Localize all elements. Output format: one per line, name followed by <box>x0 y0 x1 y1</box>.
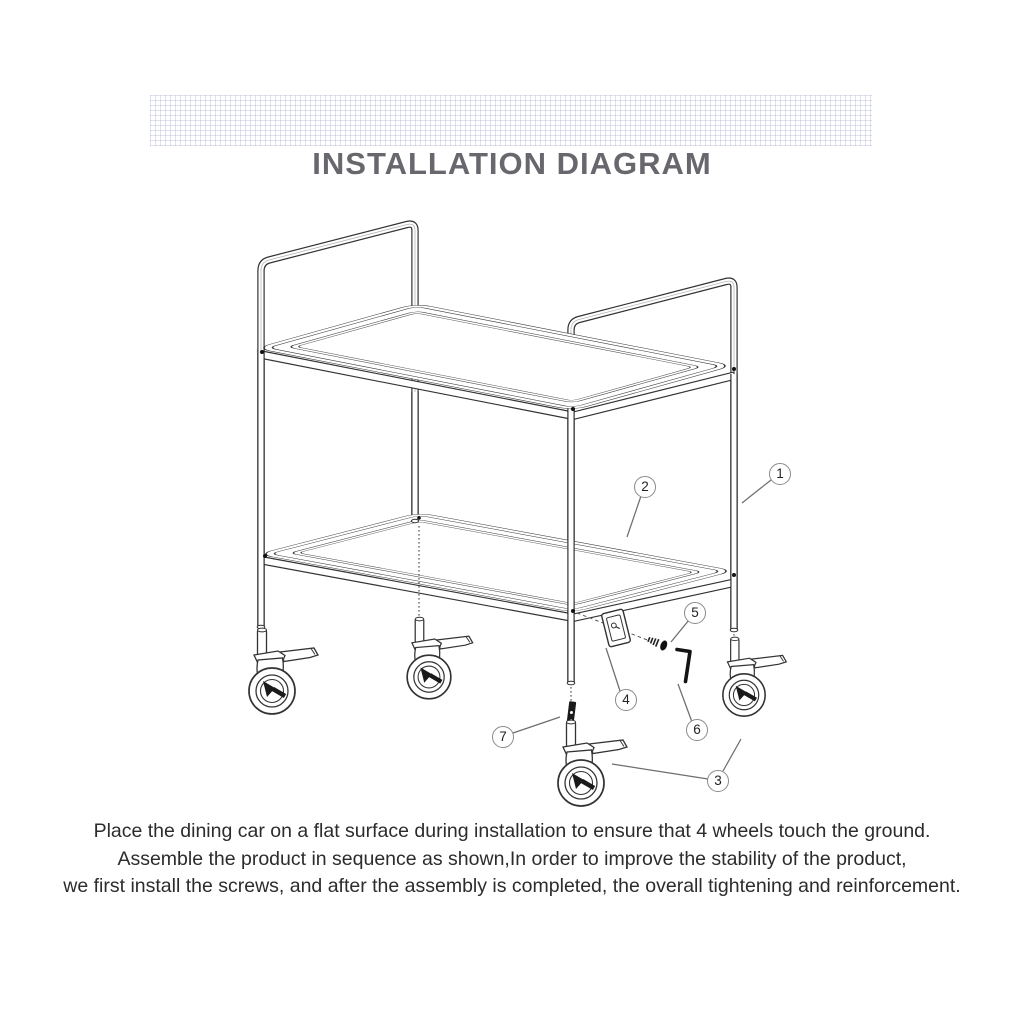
leader-2 <box>627 496 641 537</box>
mounting-plate-part <box>601 609 631 647</box>
callout-2: 2 <box>634 476 656 498</box>
screw-part <box>647 635 669 652</box>
callout-5: 5 <box>684 602 706 624</box>
leader-3b <box>723 739 741 771</box>
callout-4: 4 <box>615 689 637 711</box>
instruction-line-1: Place the dining car on a flat surface during installation to ensure that 4 wheels touch the ground. <box>93 820 931 842</box>
callout-3: 3 <box>707 770 729 792</box>
callout-1: 1 <box>769 463 791 485</box>
leader-6 <box>678 684 692 722</box>
caster-back-right <box>723 637 786 716</box>
leader-1 <box>742 480 771 503</box>
callout-6: 6 <box>686 719 708 741</box>
leader-7 <box>513 717 560 733</box>
caster-front-left <box>249 628 318 714</box>
leader-5 <box>671 620 689 642</box>
lower-shelf <box>264 514 734 622</box>
instruction-line-2: Assemble the product in sequence as shown,In order to improve the stability of the product, <box>117 847 907 870</box>
leader-3a <box>612 764 708 779</box>
callout-7: 7 <box>492 726 514 748</box>
allen-key-part <box>677 650 690 682</box>
caster-back-left <box>407 617 473 699</box>
caster-front-right <box>558 720 627 806</box>
page-title: INSTALLATION DIAGRAM <box>312 146 712 181</box>
top-shelf <box>262 305 734 420</box>
instruction-text <box>0 818 1024 901</box>
instruction-line-3: we first install the screws, and after the assembly is completed, the overall tightening and reinforcement. <box>63 875 961 897</box>
leader-4 <box>606 648 620 691</box>
